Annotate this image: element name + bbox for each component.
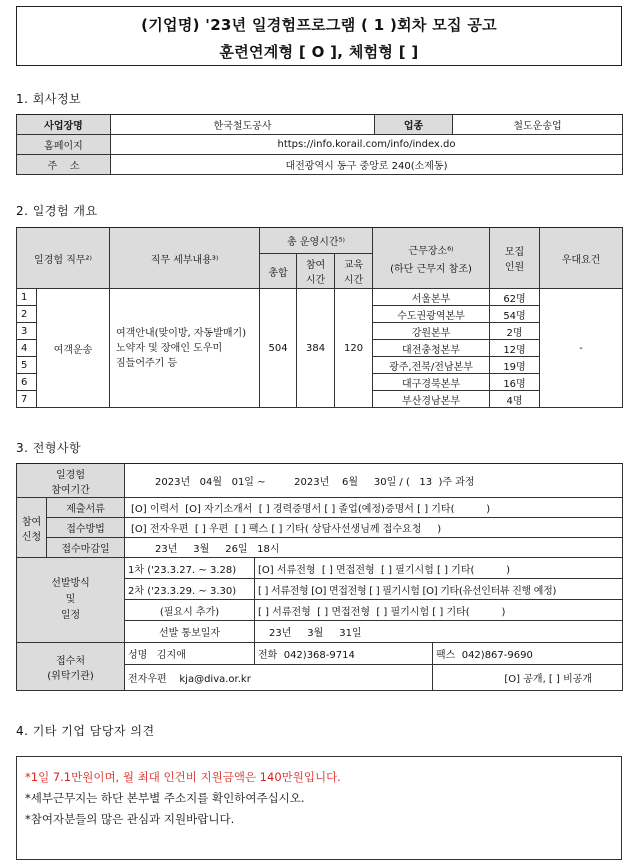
hours-total: 504 <box>260 289 297 408</box>
section-company-info: 1. 회사정보 <box>16 92 82 106</box>
work-place: 수도권광역본부 <box>373 306 490 323</box>
header-participation <box>297 254 335 289</box>
detail-line1: 여객안내(맞이방, 자동발매기) <box>116 327 247 339</box>
round3-label: (필요시 추가) <box>125 600 255 621</box>
note-line-2: *세부근무지는 하단 본부별 주소지를 확인하여주십시오. <box>25 791 305 805</box>
contact-name-label: 성명 <box>128 650 148 661</box>
contact-name-value: 김지애 <box>156 650 186 661</box>
recruit-count: 16명 <box>490 374 540 391</box>
row-number: 2 <box>17 306 37 323</box>
round1-value: [O] 서류전형 [ ] 면접전형 [ ] 필기시험 [ ] 기타( ) <box>255 558 623 579</box>
header-place <box>373 228 490 289</box>
header-preference: 우대요건 <box>540 228 623 289</box>
period-label-line2: 참여기간 <box>51 484 90 496</box>
contact-label <box>17 643 125 691</box>
period-label <box>17 464 125 498</box>
company-name-label: 사업장명 <box>17 115 111 135</box>
hours-education: 120 <box>335 289 373 408</box>
round2-label: 2차 ('23.3.29. ~ 3.30) <box>125 579 255 600</box>
contact-email-label: 전자우편 <box>128 674 167 685</box>
header-place-line2: (하단 근무지 참조) <box>390 263 472 275</box>
process-label-line1: 선발방식 <box>51 578 90 589</box>
work-place: 대전충청본부 <box>373 340 490 357</box>
header-detail: 직무 세부내용³⁾ <box>110 228 260 289</box>
header-edu-line2: 시간 <box>343 275 364 286</box>
section-notes: 4. 기타 기업 담당자 의견 <box>16 724 155 738</box>
section-overview: 2. 일경험 개요 <box>16 204 98 218</box>
contact-phone-value: 042)368-9714 <box>283 650 355 661</box>
company-info-table <box>16 114 623 175</box>
header-place-line1: 근무장소⁶⁾ <box>408 245 454 257</box>
industry-label: 업종 <box>375 115 453 135</box>
table-row <box>17 289 623 306</box>
recruit-count: 62명 <box>490 289 540 306</box>
header-part-line1: 참여 <box>305 260 326 271</box>
contact-fax-label: 팩스 <box>436 650 456 661</box>
selection-table <box>16 463 623 691</box>
job-detail <box>110 289 260 408</box>
title-line-2: 훈련연계형 [ O ], 체험형 [ ] <box>219 43 419 61</box>
header-recruit-line1: 모집 <box>504 247 525 258</box>
work-place: 서울본부 <box>373 289 490 306</box>
contact-fax <box>433 643 623 665</box>
apply-label-line2: 신청 <box>21 531 42 543</box>
docs-value: [O] 이력서 [O] 자기소개서 [ ] 경력증명서 [ ] 졸업(예정)증명서 [ ] 기타( ) <box>125 498 623 518</box>
company-name: 한국철도공사 <box>111 115 375 135</box>
row-number: 6 <box>17 374 37 391</box>
recruit-count: 4명 <box>490 391 540 408</box>
header-hours: 총 운영시간⁵⁾ <box>260 228 373 254</box>
note-line-3: *참여자분들의 많은 관심과 지원바랍니다. <box>25 812 235 826</box>
contact-phone-label: 전화 <box>258 650 278 661</box>
section-selection: 3. 전형사항 <box>16 441 82 455</box>
round1-label: 1차 ('23.3.27. ~ 3.28) <box>125 558 255 579</box>
work-place: 대구경북본부 <box>373 374 490 391</box>
method-label: 접수방법 <box>47 518 125 538</box>
docs-label: 제출서류 <box>47 498 125 518</box>
work-place: 광주,전북/전남본부 <box>373 357 490 374</box>
notes-box <box>16 756 622 860</box>
address-label: 주 소 <box>17 155 111 175</box>
contact-label-line1: 접수처 <box>56 655 85 667</box>
preference: - <box>540 289 623 408</box>
contact-fax-value: 042)867-9690 <box>461 650 533 661</box>
overview-table <box>16 227 623 408</box>
apply-label <box>17 498 47 558</box>
hours-participation: 384 <box>297 289 335 408</box>
note-line-1: *1일 7.1만원이며, 월 최대 인건비 지원금액은 140만원입니다. <box>25 770 341 784</box>
contact-label-line2: (위탁기관) <box>47 670 94 682</box>
row-number: 5 <box>17 357 37 374</box>
industry: 철도운송업 <box>453 115 623 135</box>
row-number: 4 <box>17 340 37 357</box>
period-value: 2023년 04월 01일 ~ 2023년 6월 30일 / ( 13 )주 과정 <box>125 464 623 498</box>
row-number: 1 <box>17 289 37 306</box>
round3-value: [ ] 서류전형 [ ] 면접전형 [ ] 필기시험 [ ] 기타( ) <box>255 600 623 621</box>
homepage-link[interactable]: https://info.korail.com/info/index.do <box>111 135 623 155</box>
header-recruit <box>490 228 540 289</box>
recruit-count: 54명 <box>490 306 540 323</box>
header-job: 일경험 직무²⁾ <box>17 228 110 289</box>
work-place: 강원본부 <box>373 323 490 340</box>
recruit-count: 19명 <box>490 357 540 374</box>
deadline-label: 접수마감일 <box>47 538 125 558</box>
method-value: [O] 전자우편 [ ] 우편 [ ] 팩스 [ ] 기타( 상담사선생님께 접수요청 ) <box>125 518 623 538</box>
disclosure: [O] 공개, [ ] 비공개 <box>433 665 623 691</box>
row-number: 3 <box>17 323 37 340</box>
recruit-count: 2명 <box>490 323 540 340</box>
detail-line3: 짐들어주기 등 <box>116 357 178 369</box>
header-education <box>335 254 373 289</box>
title-line-1: (기업명) '23년 일경험프로그램 ( 1 )회차 모집 공고 <box>141 16 497 34</box>
deadline-value: 23년 3월 26일 18시 <box>125 538 623 558</box>
row-number: 7 <box>17 391 37 408</box>
notify-value: 23년 3월 31일 <box>255 621 623 643</box>
apply-label-line1: 참여 <box>21 516 42 528</box>
process-label-line3: 일정 <box>60 610 81 621</box>
announcement-title <box>16 6 622 66</box>
recruit-count: 12명 <box>490 340 540 357</box>
homepage-label: 홈페이지 <box>17 135 111 155</box>
detail-line2: 노약자 및 장애인 도우미 <box>116 342 223 354</box>
header-edu-line1: 교육 <box>343 260 364 271</box>
header-part-line2: 시간 <box>305 275 326 286</box>
notify-label: 선발 통보일자 <box>125 621 255 643</box>
process-label-line2: 및 <box>65 594 76 605</box>
address: 대전광역시 동구 중앙로 240(소제동) <box>111 155 623 175</box>
contact-phone <box>255 643 433 665</box>
header-recruit-line2: 인원 <box>504 262 525 273</box>
contact-email-value[interactable]: kja@diva.or.kr <box>179 674 251 685</box>
work-place: 부산경남본부 <box>373 391 490 408</box>
period-label-line1: 일경험 <box>56 469 85 481</box>
process-label <box>17 558 125 643</box>
contact-email <box>125 665 433 691</box>
job-name: 여객운송 <box>37 289 110 408</box>
header-total: 총합 <box>260 254 297 289</box>
round2-value: [ ] 서류전형 [O] 면접전형 [ ] 필기시험 [O] 기타(유선인터뷰 진행 예정) <box>255 579 623 600</box>
contact-name <box>125 643 255 665</box>
